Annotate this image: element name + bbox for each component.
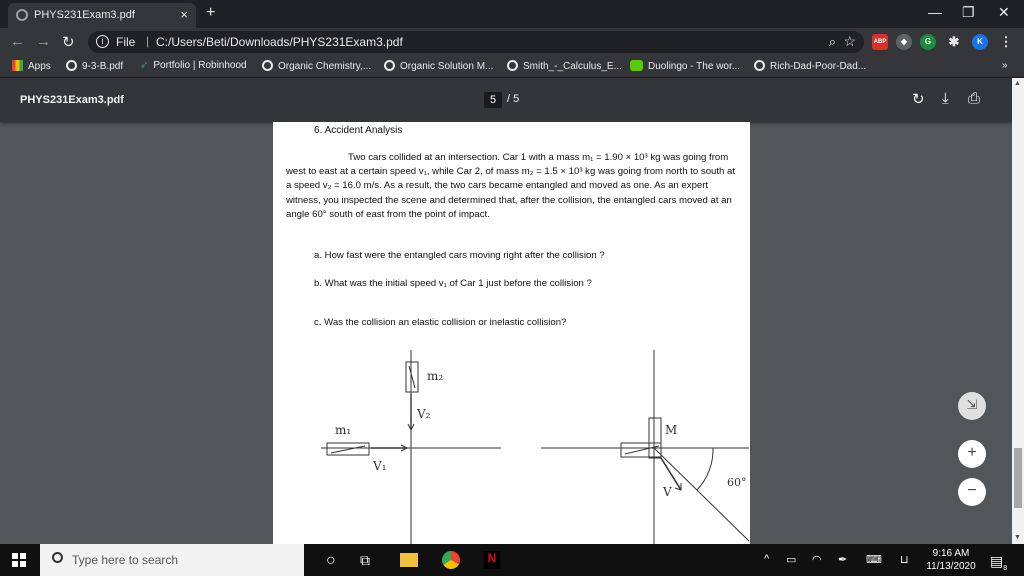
netflix-icon[interactable]: N (484, 551, 500, 569)
question-c: c. Was the collision an elastic collision or inelastic collision? (314, 317, 567, 328)
bookmark-apps[interactable]: Apps (12, 60, 51, 72)
scroll-up-icon[interactable]: ▲ (1014, 80, 1021, 87)
zoom-lens-icon[interactable]: ⌕ (828, 34, 836, 49)
bookmark-item[interactable]: Rich-Dad-Poor-Dad... (754, 60, 866, 72)
label-V: V (663, 485, 672, 499)
search-placeholder: Type here to search (72, 553, 179, 567)
new-tab-button[interactable]: + (206, 4, 216, 21)
globe-icon (66, 60, 77, 71)
bookmark-item[interactable]: Organic Chemistry,... (262, 60, 371, 72)
bookmark-item[interactable]: ➶ Portfolio | Robinhood (140, 60, 247, 71)
globe-icon (384, 60, 395, 71)
zoom-in-button[interactable]: + (958, 440, 986, 468)
question-a: a. How fast were the entangled cars moving right after the collision ? (314, 250, 605, 261)
bookmarks-overflow-button[interactable]: » (1002, 60, 1008, 71)
task-view-icon[interactable]: ⧉ (360, 552, 370, 568)
question-b: b. What was the initial speed v₁ of Car 1 just before the collision ? (314, 278, 592, 289)
tray-chevron-icon[interactable]: ^ (764, 553, 770, 565)
bookmark-star-icon[interactable]: ☆ (843, 33, 856, 49)
extension-shield-icon[interactable]: ◆ (896, 34, 912, 50)
adblock-icon[interactable]: ABP (872, 34, 888, 50)
label-v2: V₂ (417, 407, 431, 421)
collision-sketch (273, 342, 750, 544)
page-number-input[interactable]: 5 (484, 92, 502, 108)
bookmark-item[interactable]: 9-3-B.pdf (66, 60, 123, 72)
close-window-icon[interactable]: ✕ (998, 4, 1010, 20)
tab-active[interactable] (8, 3, 196, 28)
minimize-icon[interactable]: — (928, 4, 942, 20)
globe-icon (507, 60, 518, 71)
zoom-out-button[interactable]: − (958, 478, 986, 506)
bookmark-item[interactable]: Smith_-_Calculus_E... (507, 60, 622, 72)
tab-strip (0, 0, 1024, 28)
menu-kebab-icon[interactable]: ⋮ (999, 34, 1013, 49)
problem-paragraph: Two cars collided at an intersection. Car 1 with a mass m₁ = 1.90 × 10³ kg was going from west to east at a certain speed v₁, while Car 2, of mass m₂ = 1.5 × 10³ kg was going from north to south at a speed v₂ = 16.0 m/s. As a result, the two cars became entangled and moved as one. As an expert witness, you inspected the scene and determined that, after the collision, the entangled cars moved at an angle 60° south of east from the point of impact. (286, 152, 736, 220)
profile-avatar[interactable]: K (972, 34, 988, 50)
angle-arc (697, 448, 713, 490)
info-icon[interactable]: i (96, 35, 109, 48)
label-m1: m₁ (335, 423, 352, 437)
print-icon[interactable]: ⎙ (968, 90, 981, 107)
combined-car-vertical (649, 418, 661, 458)
globe-icon (754, 60, 765, 71)
windows-start-icon[interactable] (12, 553, 26, 567)
url-text[interactable]: C:/Users/Beti/Downloads/PHYS231Exam3.pdf (156, 35, 403, 49)
reload-icon[interactable]: ↻ (62, 34, 75, 51)
battery-icon[interactable]: ▭ (786, 554, 797, 566)
section-title: 6. Accident Analysis (314, 125, 403, 136)
url-separator: | (146, 34, 150, 48)
forward-icon[interactable]: → (36, 33, 51, 50)
bookmark-item[interactable]: Organic Solution M... (384, 60, 493, 72)
file-explorer-icon[interactable] (400, 553, 418, 567)
notifications-icon[interactable]: $▤_8$ (990, 553, 1008, 572)
label-m2: m₂ (427, 369, 444, 383)
bookmarks-bar (0, 56, 1024, 78)
chrome-icon[interactable] (442, 551, 460, 569)
restore-icon[interactable]: ❐ (962, 4, 975, 20)
back-icon[interactable]: ← (10, 33, 25, 50)
globe-icon (262, 60, 273, 71)
page-total: / 5 (507, 93, 520, 105)
fit-to-page-button[interactable]: ⇲ (958, 392, 986, 420)
scrollbar-thumb[interactable] (1014, 448, 1022, 508)
wifi-icon[interactable]: ◠ (812, 554, 822, 566)
address-bar[interactable] (88, 31, 864, 53)
tab-close-button[interactable]: × (180, 7, 188, 22)
url-scheme: File (116, 35, 136, 49)
cortana-icon[interactable]: ○ (326, 552, 336, 569)
taskbar-search[interactable] (40, 544, 304, 576)
browser-toolbar (0, 28, 1024, 56)
pdf-toolbar (0, 78, 1024, 122)
system-clock[interactable] (924, 547, 978, 573)
tab-title: PHYS231Exam3.pdf (34, 9, 135, 21)
scroll-down-icon[interactable]: ▼ (1014, 534, 1021, 541)
input-icon[interactable]: ⊔ (900, 554, 909, 566)
label-M: M (665, 423, 678, 437)
robinhood-feather-icon: ➶ (140, 60, 149, 71)
globe-icon (16, 9, 28, 21)
pdf-page (273, 122, 750, 544)
apps-grid-icon (12, 60, 23, 71)
clock-date: 11/13/2020 (926, 561, 976, 572)
clock-time: 9:16 AM (932, 548, 970, 559)
pen-icon[interactable]: ✒ (838, 554, 848, 566)
pdf-doc-title: PHYS231Exam3.pdf (20, 94, 124, 106)
notification-count: 8 (1003, 564, 1008, 572)
duolingo-icon (630, 60, 643, 71)
windows-taskbar (0, 544, 1024, 576)
bookmark-item[interactable]: Duolingo - The wor... (630, 60, 740, 72)
keyboard-icon[interactable]: ⌨ (866, 554, 882, 566)
download-icon[interactable]: ⤓ (942, 90, 949, 107)
grammarly-icon[interactable]: G (920, 34, 936, 50)
label-v1: V₁ (373, 459, 387, 473)
label-angle: 60° (727, 476, 747, 489)
rotate-icon[interactable]: ↻ (912, 91, 925, 108)
vertical-scrollbar[interactable] (1012, 78, 1024, 544)
search-icon (52, 552, 63, 563)
extensions-puzzle-icon[interactable]: ✱ (948, 34, 960, 49)
